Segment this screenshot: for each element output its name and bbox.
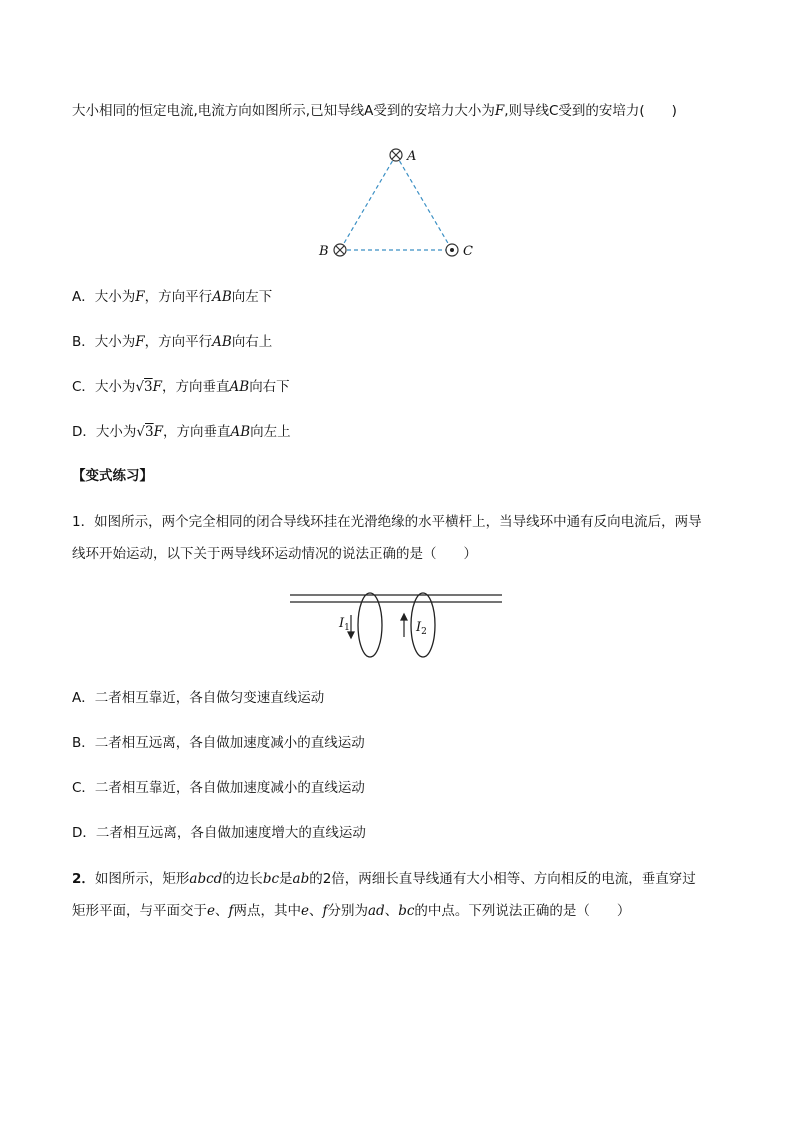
option-text: ，方向平行 (144, 334, 213, 350)
option-letter: D． (72, 424, 96, 440)
label-a: A (407, 149, 417, 164)
question-intro (72, 101, 677, 121)
horizontal-rod (290, 595, 502, 602)
sqrt-radicand: 3 (144, 379, 153, 395)
option-text: ，方向垂直 (162, 424, 231, 440)
label-c: C (463, 244, 473, 259)
rings-on-rod-figure (290, 585, 505, 663)
option-1-a: A．二者相互靠近，各自做匀变速直线运动 (72, 690, 325, 706)
q2-var: bc (398, 903, 415, 919)
current-label-i1: $I_1$ (339, 616, 350, 633)
option-text: 向右下 (249, 379, 290, 395)
q2-var: ad (368, 903, 385, 919)
option-text: ，方向垂直 (162, 379, 230, 395)
option-magnitude: F (153, 424, 163, 440)
q2-var: ab (292, 871, 310, 887)
option-1-b: B．二者相互远离，各自做加速度减小的直线运动 (72, 735, 365, 751)
q2-text: 的中点。下列说法正确的是（ ） (414, 903, 631, 919)
q2-text: 、 (384, 903, 399, 919)
option-1-d: D．二者相互远离，各自做加速度增大的直线运动 (72, 825, 366, 841)
option-1-c: C．二者相互靠近，各自做加速度减小的直线运动 (72, 780, 365, 796)
question-2-line-1 (72, 869, 696, 889)
q2-text: 分别为 (327, 903, 368, 919)
option-line-symbol: AB (212, 289, 232, 305)
q2-text: 是 (279, 871, 293, 887)
question-number: 2． (72, 871, 95, 887)
option-text: ，方向平行 (144, 289, 213, 305)
option-line-symbol: AB (212, 334, 232, 350)
option-letter: B． (72, 334, 95, 350)
section-heading: 【变式练习】 (72, 468, 153, 484)
wire-b-into-page-icon (334, 244, 346, 256)
option-d (72, 422, 291, 442)
option-text: 向左下 (231, 289, 273, 305)
q2-text: 、 (215, 903, 229, 919)
q2-var: bc (262, 871, 280, 887)
wire-c-out-of-page-icon (446, 244, 458, 256)
option-c (72, 377, 290, 397)
option-letter: C． (72, 379, 95, 395)
option-magnitude: F (135, 334, 145, 350)
triangle-dashed-lines (340, 155, 452, 250)
q2-var: abcd (189, 871, 223, 887)
option-text: 向左上 (250, 424, 291, 440)
sqrt-symbol: √3 (135, 379, 153, 395)
force-symbol: F (494, 103, 505, 119)
question-1-line-2: 线环开始运动，以下关于两导线环运动情况的说法正确的是（ ） (72, 546, 477, 562)
q2-text: 、 (309, 903, 323, 919)
q2-text: 的2倍，两细长直导线通有大小相等、方向相反的电流，垂直穿过 (309, 871, 696, 887)
option-text: 大小为 (94, 379, 136, 395)
q2-var: f (228, 903, 234, 919)
current-label-i2: $I_2$ (416, 620, 427, 637)
question-intro-tail: ,则导线C受到的安培力( ) (504, 103, 677, 119)
option-text: 大小为 (94, 289, 136, 305)
option-b (72, 332, 272, 352)
question-intro-text: 大小相同的恒定电流,电流方向如图所示,已知导线A受到的安培力大小为 (72, 103, 495, 119)
q2-text: 矩形平面，与平面交于 (72, 903, 207, 919)
option-text: 大小为 (95, 424, 137, 440)
q2-var: e (301, 903, 309, 919)
option-letter: A． (72, 289, 95, 305)
option-line-symbol: AB (229, 379, 250, 395)
question-2-line-2 (72, 901, 630, 921)
triangle-wire-figure (310, 142, 490, 264)
question-1-line-1: 1．如图所示，两个完全相同的闭合导线环挂在光滑绝缘的水平横杆上，当导线环中通有反向电流后，两导 (72, 514, 702, 530)
option-line-symbol: AB (230, 424, 251, 440)
current-arrow-up-icon (401, 614, 407, 637)
q2-var: f (322, 903, 328, 919)
option-a (72, 287, 272, 307)
option-text: 大小为 (94, 334, 136, 350)
q2-var: e (207, 903, 215, 919)
option-magnitude: F (152, 379, 163, 395)
q2-text: 如图所示，矩形 (94, 871, 190, 887)
option-magnitude: F (135, 289, 145, 305)
label-b: B (319, 244, 329, 259)
sqrt-symbol: √3 (136, 424, 154, 440)
option-text: 向右上 (231, 334, 273, 350)
q2-text: 的边长 (222, 871, 263, 887)
q2-text: 两点，其中 (233, 903, 301, 919)
sqrt-radicand: 3 (145, 424, 154, 440)
wire-a-into-page-icon (390, 149, 402, 161)
